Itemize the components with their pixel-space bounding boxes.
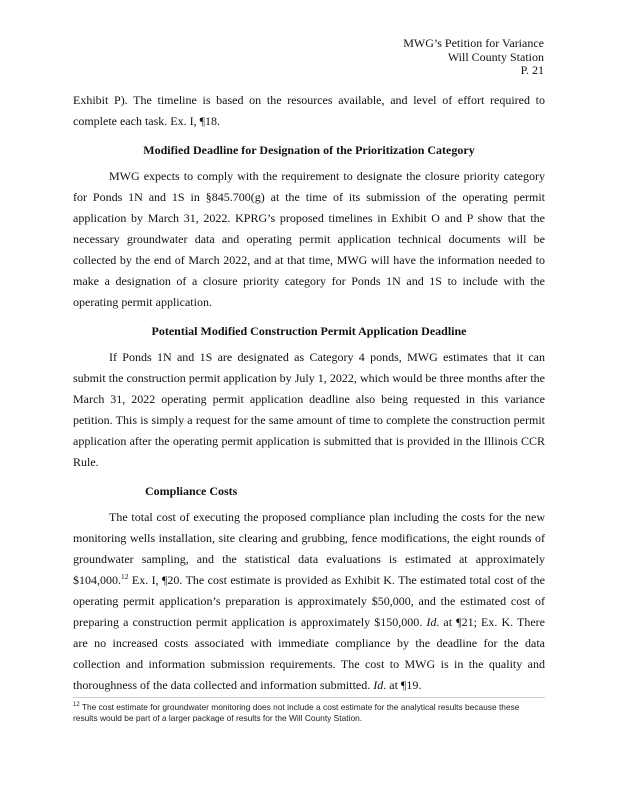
footnote-reference[interactable]: 12 <box>121 572 129 581</box>
footnote-text: The cost estimate for groundwater monitoring does not include a cost estimate for the analytical results because these results would be part of a larger package of results for the Will County Station. <box>73 702 520 723</box>
costs-text-part3: . at ¶21; Ex. K. There are no increased costs associated with immediate compliance by the deadline for the data collection and information submission requirements. The cost to MWG is in the quality and thoroughness of the data collected and information submitted. <box>73 615 545 692</box>
section-paragraph-compliance-costs <box>73 507 545 696</box>
citation-id-1: Id <box>426 615 437 629</box>
footnote-section <box>73 697 545 724</box>
footnote <box>73 702 545 724</box>
costs-text-part2: Ex. I, ¶20. The cost estimate is provided as Exhibit K. The estimated total cost of the operating permit application’s preparation is approximately $50,000, and the estimated cost of preparing a construction permit application is approximately $150,000. <box>73 573 545 629</box>
costs-text-part1: The total cost of executing the proposed compliance plan including the costs for the new monitoring wells installation, site clearing and grubbing, fence modifications, the eight rounds of groundwater sampling, and the statistical data evaluations is estimated at approximately $104,000. <box>73 510 545 587</box>
costs-text-part4: . at ¶19. <box>383 678 422 692</box>
citation-id-2: Id <box>373 678 384 692</box>
section-heading-prioritization: Modified Deadline for Designation of the Prioritization Category <box>143 143 475 157</box>
section-heading-compliance-costs: Compliance Costs <box>145 484 238 498</box>
section-paragraph-prioritization: MWG expects to comply with the requirement to designate the closure priority category for Ponds 1N and 1S in §845.700(g) at the time of its submission of the operating permit application by March 31, 2022. KPRG’s proposed timelines in Exhibit O and P show that the necessary groundwater data and operating permit application technical documents will be collected by the end of March 2022, and at that time, MWG will have the information needed to make a designation of a closure priority category for Ponds 1N and 1S to include with the operating permit application. <box>73 169 545 309</box>
header-title: MWG’s Petition for Variance <box>403 36 544 50</box>
document-body <box>73 90 545 696</box>
intro-paragraph: Exhibit P). The timeline is based on the resources available, and level of effort required to complete each task. Ex. I, ¶18. <box>73 93 545 128</box>
page-header <box>403 37 544 78</box>
section-paragraph-construction-permit: If Ponds 1N and 1S are designated as Category 4 ponds, MWG estimates that it can submit the construction permit application by July 1, 2022, which would be three months after the March 31, 2022 operating permit application deadline also being requested in this variance petition. This is simply a request for the same amount of time to complete the construction permit application after the operating permit application is submitted that is provided in the Illinois CCR Rule. <box>73 350 545 469</box>
footnote-number: 12 <box>73 702 80 709</box>
header-station: Will County Station <box>447 49 544 64</box>
section-heading-construction-permit: Potential Modified Construction Permit Application Deadline <box>151 324 467 338</box>
page-number: P. 21 <box>520 63 544 77</box>
